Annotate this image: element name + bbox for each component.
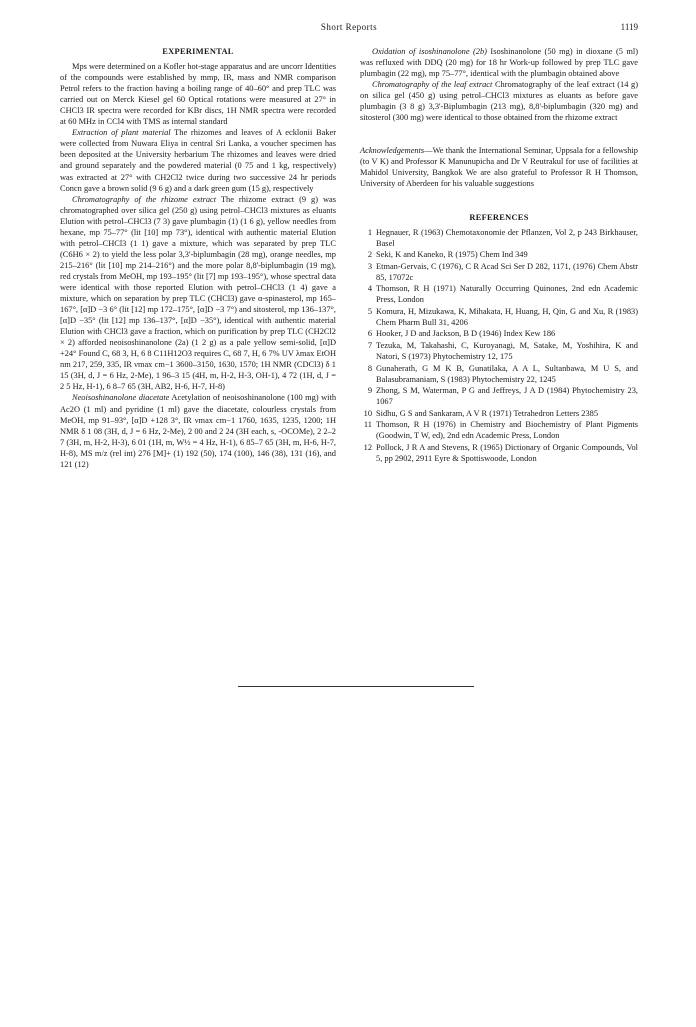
reference-item (360, 363, 638, 385)
reference-text: Zhong, S M, Waterman, P G and Jeffreys, J A D (1984) Phytochemistry 23, 1067 (376, 386, 638, 407)
oxidation-text: Isoshinanolone (50 mg) in dioxane (5 ml) was refluxed with DDQ (20 mg) for 18 hr Work-up followed by prep TLC gave plumbagin (22 mg), mp 75–77°, identical with the plumbagin obtained above (360, 47, 638, 79)
reference-number: 11 (363, 420, 372, 430)
leaf-text: Chromatography of the leaf extract (14 g) on silica gel (450 g) using petrol–CHCl3 mixtures as eluants as before gave plumbagin (3 8 g) 3,3'-Biplumbagin (213 mg), 8,8'-biplumbagin (320 mg) and sitosterol (300 mg) were identical to those obtained from the rhizome extract (360, 80, 638, 123)
reference-number: 5 (367, 306, 372, 316)
leaf-title: Chromatography of the leaf extract (372, 80, 493, 90)
extraction-title: Extraction of plant material (72, 128, 171, 138)
running-title: Short Reports (320, 22, 378, 32)
reference-item (360, 340, 638, 362)
reference-number: 10 (363, 408, 372, 418)
reference-item (360, 385, 638, 407)
reference-list (360, 227, 638, 464)
reference-text: Etman-Gervais, C (1976), C R Acad Sci Ser D 282, 1171, (1976) Chem Abstr 85, 17072c (376, 261, 638, 282)
reference-text: Pollock, J R A and Stevens, R (1965) Dictionary of Organic Compounds, Vol 5, pp 2902, 2911 Eyre & Spottiswoode, London (376, 442, 638, 463)
leaf-chromatography-paragraph (360, 79, 638, 123)
acknowledgements-paragraph (360, 145, 638, 189)
reference-number: 1 (367, 227, 372, 237)
reference-number: 12 (363, 442, 372, 452)
reference-number: 7 (367, 341, 372, 351)
diacetate-paragraph (60, 392, 336, 469)
spacer (360, 190, 638, 212)
reference-number: 6 (367, 329, 372, 339)
reference-text: Gunaherath, G M K B, Gunatilaka, A A L, Sultanbawa, M U S, and Balasubramaniam, S (1983) Phytochemistry 22, 1245 (376, 363, 638, 384)
diacetate-text: Acetylation of neoisoshinanolone (100 mg) with Ac2O (1 ml) and pyridine (1 ml) gave the diacetate, colourless crystals from MeOH, mp 91–93°, [α]D +128 3°, IR νmax cm−1 1760, 1635, 1235, 1200; 1H NMR δ 1 08 (3H, d, J = 6 Hz, 2-Me), 2 00 and 2 24 (3H each, s, -OCOMe), 2 2–2 7 (3H, m, H-2, H-3), 6 01 (1H, m, W½ = 4 Hz, H-1), 6 85–7 65 (3H, m, H-6, H-7, H-8), MS m/z (rel int) 276 [M]+ (1) 192 (50), 174 (100), 146 (38), 131 (16), and 121 (12) (60, 393, 337, 469)
rhizome-text: The rhizome extract (9 g) was chromatographed over silica gel (250 g) using petrol–CHCl3 mixtures as eluants Elution with petrol–CHCl3 (7 3) gave plumbagin (1) (1 6 g), yellow needles from hexane, mp 75–77° (lit [10] mp 73°), identical with authentic material Elution with petrol–CHCl3 (1 1) gave a mixture, which was separated by prep TLC (C6H6 × 2) to yield the less polar 3,3'-biplumbagin (28 mg), orange needles, mp 215–216° (lit [10] mp 214–216°) and the more polar 8,8'-biplumbagin (19 mg), red crystals from MeOH, mp 193–195° (lit [7] mp 193–195°), whose spectral data were identical with those reported Elution with petrol–CHCl3 (1 4) gave a mixture, which on separation by prep TLC (CHCl3) gave α-spinasterol, mp 165–167°, [α]D −3 6° (lit [12] mp 172–175°, [α]D −3 7°) and sitosterol, mp 136–137°, [α]D −35° (lit [12] mp 136–137°, [α]D −35°), identical with authentic material Elution with CHCl3 gave a fraction, which on purification by prep TLC (CH2Cl2 × 2) afforded neoisoshinanolone (2a) (1 2 g) as a pale yellow semi-solid, [α]D +24° Found C, 68 3, H, 6 8 C11H12O3 requires C, 68 7, H, 6 7% UV λmax EtOH nm 217, 259, 335, IR νmax cm−1 3600–3150, 1630, 1570; 1H NMR (CDCl3) δ 1 15 (3H, d, J = 6 Hz, 2-Me), 1 96–3 15 (4H, m, H-2, H-3, OH-1), 4 72 (1H, d, J = 2 5 Hz, H-1), 6 8–7 65 (3H, AB2, H-6, H-7, H-8) (60, 194, 336, 392)
acknowledgements-text: —We thank the International Seminar, Uppsala for a fellowship (to V K) and Professor K Manunupicha and Dr V Reutrakul for use of facilities at Mahidol University, Bangkok We are also grateful to Professor R H Thomson, University of Aberdeen for his valuable suggestions (360, 146, 638, 189)
experimental-heading: EXPERIMENTAL (162, 47, 234, 56)
extraction-text: The rhizomes and leaves of A ecklonii Baker were collected from Nuwara Eliya in central Sri Lanka, a voucher specimen has been deposited at the University herbarium The rhizomes and leaves were dried and ground separately and the powdered material (0 75 and 1 kg, respectively) was extracted at 27° with CH2Cl2 twice during two successive 24 hr periods Concn gave a brown solid (9 6 g) and a dark green gum (15 g), respectively (60, 128, 336, 193)
references-heading: REFERENCES (469, 212, 529, 222)
left-column (60, 46, 336, 470)
extraction-paragraph (60, 127, 336, 193)
reference-text: Komura, H, Mizukawa, K, Mihakata, H, Huang, H, Qin, G and Xu, R (1983) Chem Pharm Bull 31, 4206 (376, 306, 638, 327)
end-rule (238, 686, 474, 687)
reference-item (360, 306, 638, 328)
rhizome-title: Chromatography of the rhizome extract (72, 194, 217, 204)
reference-item (360, 419, 638, 441)
reference-text: Sidhu, G S and Sankaram, A V R (1971) Tetrahedron Letters 2385 (376, 408, 599, 418)
right-column (360, 46, 638, 465)
reference-item (360, 249, 638, 260)
acknowledgements-title: Acknowledgements (360, 146, 425, 156)
page-number: 1119 (620, 22, 638, 32)
page-header (60, 22, 638, 36)
diacetate-title: Neoisoshinanolone diacetate (72, 393, 170, 403)
reference-number: 2 (367, 250, 372, 260)
reference-item (360, 283, 638, 305)
reference-number: 4 (367, 284, 372, 294)
reference-item (360, 261, 638, 283)
reference-text: Hooker, J D and Jackson, B D (1946) Index Kew 186 (376, 329, 556, 339)
oxidation-title: Oxidation of isoshinanolone (2b) (372, 47, 487, 56)
reference-number: 8 (367, 363, 372, 373)
reference-item (360, 328, 638, 339)
reference-text: Tezuka, M, Takahashi, C, Kuroyanagi, M, Satake, M, Yoshihira, K and Natori, S (1973) Phytochemistry 12, 175 (376, 341, 638, 362)
reference-number: 3 (367, 261, 372, 271)
reference-item (360, 408, 638, 419)
reference-item (360, 227, 638, 249)
oxidation-paragraph (360, 46, 638, 79)
reference-text: Hegnauer, R (1963) Chemotaxonomie der Pflanzen, Vol 2, p 243 Birkhauser, Basel (376, 227, 638, 248)
reference-number: 9 (367, 386, 372, 396)
rhizome-chromatography-paragraph (60, 194, 336, 393)
reference-text: Seki, K and Kaneko, R (1975) Chem Ind 349 (376, 250, 528, 260)
general-methods-paragraph: Mps were determined on a Kofler hot-stage apparatus and are uncorr Identities of the compounds were established by mmp, IR, mass and NMR comparison Petrol refers to the fraction having a boiling range of 40–60° and prep TLC was carried out on Merck Kiesel gel 60 Optical rotations were measured at 27° in CHCl3 IR spectra were recorded for KBr discs, 1H NMR spectra were recorded at 60 MHz in CCl4 with TMS as internal standard (60, 62, 336, 127)
spacer (360, 123, 638, 145)
reference-text: Thomson, R H (1976) in Chemistry and Biochemistry of Plant Pigments (Goodwin, T W, ed), 2nd edn Academic Press, London (376, 420, 638, 441)
reference-item (360, 442, 638, 464)
reference-text: Thomson, R H (1971) Naturally Occurring Quinones, 2nd edn Academic Press, London (376, 284, 638, 305)
